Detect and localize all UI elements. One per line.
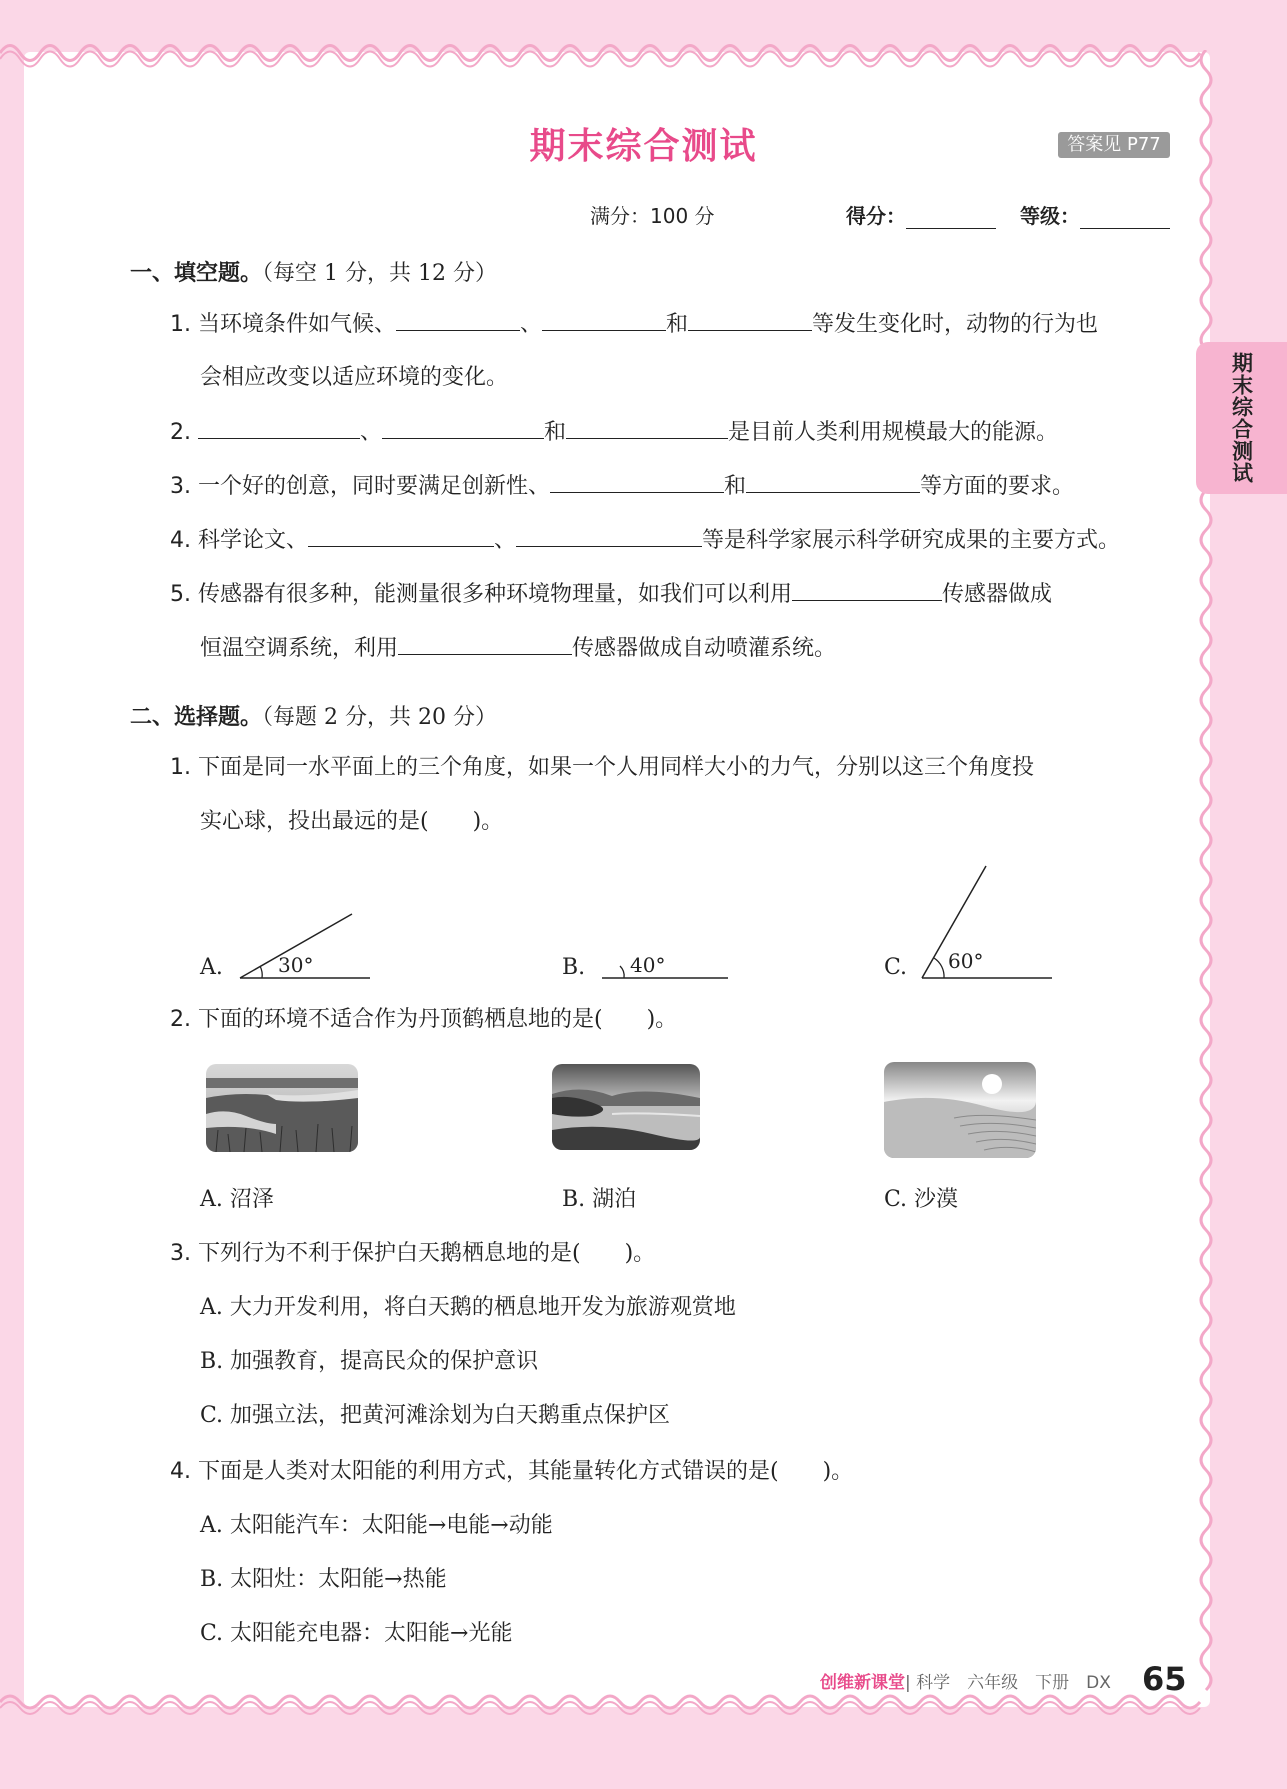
page-title: 期末综合测试 <box>529 126 758 167</box>
section-2-heading <box>130 700 497 731</box>
option-b[interactable]: B. 太阳灶：太阳能→热能 <box>200 1567 447 1592</box>
question-number: 2. <box>170 1007 191 1032</box>
full-score: 满分：100 分 <box>590 204 715 228</box>
question-text: 恒温空调系统，利用 <box>200 636 399 661</box>
fill-q2 <box>170 416 1058 449</box>
section-1-note: （每空 1 分，共 12 分） <box>262 261 497 286</box>
option-a[interactable] <box>200 1184 274 1216</box>
angle-label-30: 30° <box>278 953 314 977</box>
answer-blank[interactable] <box>396 308 520 331</box>
angle-label-40: 40° <box>630 953 666 977</box>
fill-q3 <box>170 470 1074 503</box>
answer-reference-badge: 答案见 P77 <box>1058 132 1170 158</box>
answer-blank[interactable] <box>792 578 942 601</box>
question-number: 2. <box>170 420 191 445</box>
grade-label: 等级： <box>1020 204 1080 228</box>
option-c[interactable]: C. 加强立法，把黄河滩涂划为白天鹅重点保护区 <box>200 1403 671 1428</box>
answer-blank[interactable] <box>516 524 702 547</box>
choice-q1 <box>170 752 1034 784</box>
question-number: 1. <box>170 312 191 337</box>
fill-q5 <box>170 578 1052 611</box>
answer-blank[interactable] <box>566 416 728 439</box>
fill-q1 <box>170 308 1098 341</box>
footer <box>820 1668 1111 1693</box>
choice-q4 <box>170 1456 853 1488</box>
question-text: 和 <box>666 312 689 337</box>
question-text: 科学论文、 <box>198 528 309 553</box>
section-2-note: （每题 2 分，共 20 分） <box>262 705 497 730</box>
question-text: 传感器做成自动喷灌系统。 <box>572 636 837 661</box>
choice-q1-continued: 实心球，投出最远的是( )。 <box>200 809 504 834</box>
side-tab <box>1196 342 1287 494</box>
question-number: 4. <box>170 1459 191 1484</box>
choice-q2 <box>170 1004 677 1036</box>
question-text: 当环境条件如气候、 <box>198 312 397 337</box>
question-number: 3. <box>170 1241 191 1266</box>
wavy-border-top <box>0 38 1287 68</box>
option-a[interactable]: A. 大力开发利用，将白天鹅的栖息地开发为旅游观赏地 <box>200 1295 736 1320</box>
side-tab-label: 期末综合测试 <box>1229 352 1254 484</box>
option-c[interactable]: C. 太阳能充电器：太阳能→光能 <box>200 1621 513 1646</box>
answer-blank[interactable] <box>308 524 494 547</box>
grade-field <box>1020 200 1170 229</box>
angle-label-60: 60° <box>948 949 984 973</box>
option-label[interactable]: A. <box>200 955 223 980</box>
score-label: 得分： <box>846 204 906 228</box>
question-text: 等方面的要求。 <box>920 474 1075 499</box>
grade-blank[interactable] <box>1080 208 1170 229</box>
question-text: 下面的环境不适合作为丹顶鹤栖息地的是( )。 <box>198 1007 678 1032</box>
footer-info: | 科学 六年级 下册 DX <box>905 1673 1111 1693</box>
option-text: 沙漠 <box>914 1187 959 1212</box>
question-number: 1. <box>170 755 191 780</box>
option-b[interactable]: B. 加强教育，提高民众的保护意识 <box>200 1349 539 1374</box>
question-text: 和 <box>724 474 747 499</box>
question-text: 等发生变化时，动物的行为也 <box>812 312 1099 337</box>
option-label[interactable]: B. <box>562 955 586 980</box>
section-2-title: 二、选择题。 <box>130 705 263 730</box>
question-text: 一个好的创意，同时要满足创新性、 <box>198 474 551 499</box>
answer-blank[interactable] <box>542 308 666 331</box>
fill-q1-continued: 会相应改变以适应环境的变化。 <box>200 365 509 390</box>
angle-40-icon <box>598 930 732 984</box>
option-label[interactable]: C. <box>884 955 908 980</box>
section-1-heading <box>130 256 497 287</box>
answer-blank[interactable] <box>198 416 360 439</box>
option-b[interactable] <box>562 1184 636 1216</box>
angle-60-icon <box>918 862 1054 984</box>
question-text: 是目前人类利用规模最大的能源。 <box>728 420 1059 445</box>
question-text: 下面是人类对太阳能的利用方式，其能量转化方式错误的是( )。 <box>198 1459 854 1484</box>
question-text: 传感器做成 <box>942 582 1053 607</box>
answer-blank[interactable] <box>688 308 812 331</box>
question-text: 下列行为不利于保护白天鹅栖息地的是( )。 <box>198 1241 656 1266</box>
option-label: A. <box>200 1187 223 1212</box>
question-text: 和 <box>544 420 567 445</box>
question-number: 5. <box>170 582 191 607</box>
footer-brand: 创维新课堂 <box>820 1673 905 1693</box>
lake-photo[interactable] <box>552 1064 700 1150</box>
question-number: 3. <box>170 474 191 499</box>
fill-q5-continued <box>200 632 836 665</box>
option-c[interactable] <box>884 1184 958 1216</box>
question-text: 传感器有很多种，能测量很多种环境物理量，如我们可以利用 <box>198 582 793 607</box>
option-text: 沼泽 <box>229 1187 274 1212</box>
question-number: 4. <box>170 528 191 553</box>
answer-blank[interactable] <box>398 632 572 655</box>
page-number: 65 <box>1142 1660 1187 1698</box>
answer-blank[interactable] <box>746 470 920 493</box>
score-blank[interactable] <box>906 208 996 229</box>
score-field <box>846 200 996 229</box>
marsh-photo[interactable] <box>206 1064 358 1152</box>
question-text: 、 <box>520 312 543 337</box>
option-a[interactable]: A. 太阳能汽车：太阳能→电能→动能 <box>200 1513 553 1538</box>
wavy-border-right <box>1196 50 1226 1710</box>
answer-blank[interactable] <box>382 416 544 439</box>
choice-q3 <box>170 1238 655 1270</box>
answer-blank[interactable] <box>550 470 724 493</box>
question-text: 、 <box>494 528 517 553</box>
option-label: C. <box>884 1187 908 1212</box>
section-1-title: 一、填空题。 <box>130 261 263 286</box>
question-text: 下面是同一水平面上的三个角度，如果一个人用同样大小的力气，分别以这三个角度投 <box>198 755 1035 780</box>
question-text: 、 <box>360 420 383 445</box>
option-label: B. <box>562 1187 586 1212</box>
question-text: 等是科学家展示科学研究成果的主要方式。 <box>702 528 1121 553</box>
fill-q4 <box>170 524 1120 557</box>
desert-photo[interactable] <box>884 1062 1036 1158</box>
wavy-border-bottom <box>0 1690 1287 1720</box>
option-text: 湖泊 <box>592 1187 637 1212</box>
angle-30-icon <box>236 910 376 984</box>
